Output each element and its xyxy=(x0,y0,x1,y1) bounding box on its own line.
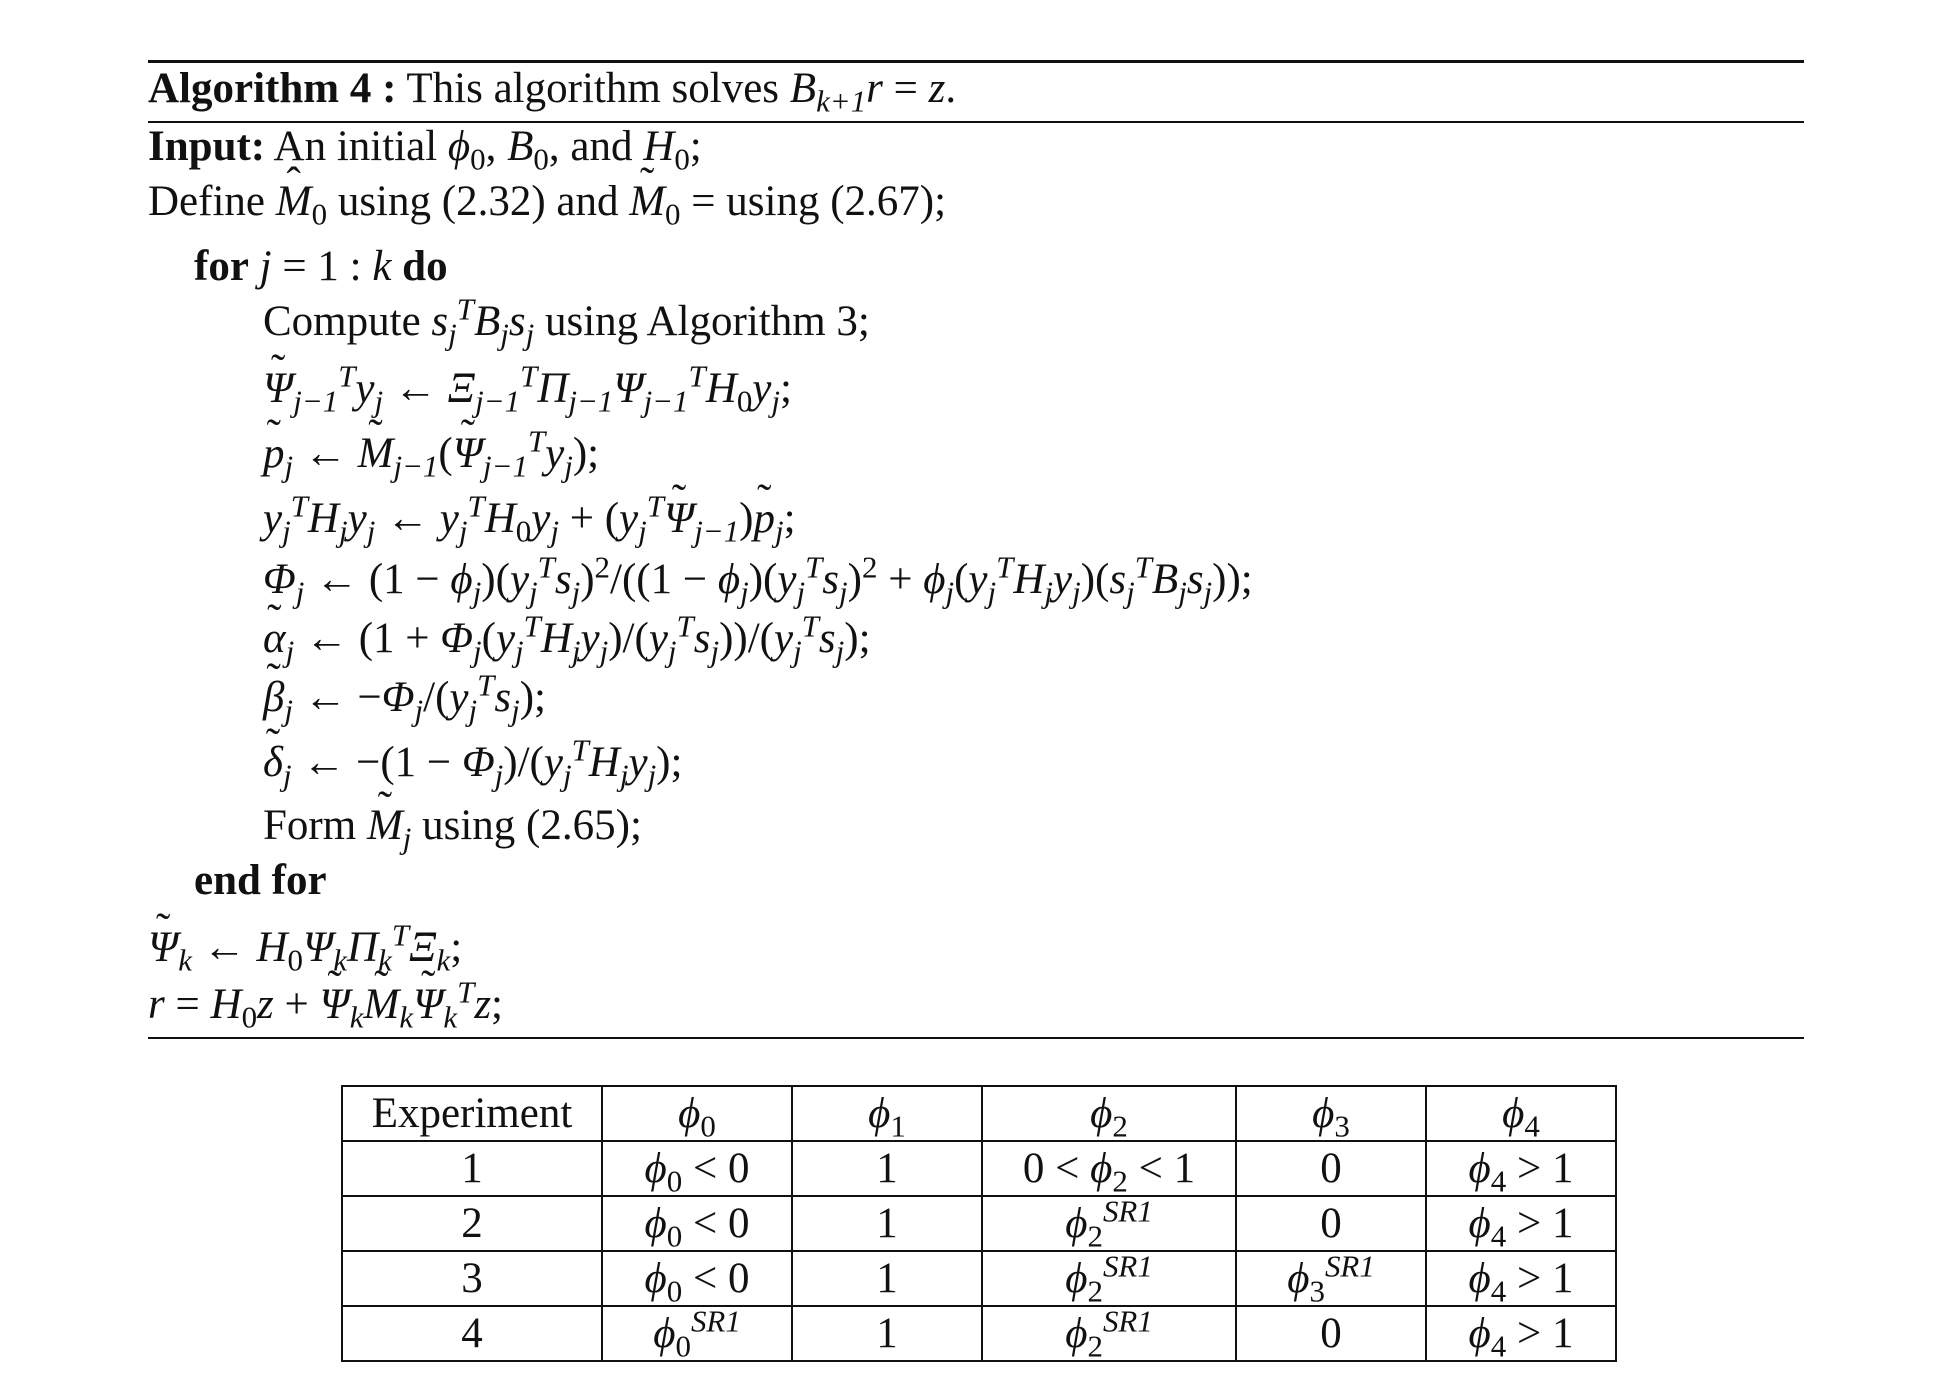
header-experiment: Experiment xyxy=(342,1086,602,1141)
algorithm-top-rule xyxy=(148,60,1804,63)
table-row xyxy=(342,1306,1616,1361)
table-cell: $\phi_3^{SR1}$ xyxy=(1236,1251,1426,1306)
algorithm-define: Define ˆ $M_0$ using (2.32) and ˜ $M_0 = using$ (2.67); xyxy=(148,177,946,227)
input-label: Input: xyxy=(148,123,266,170)
table-cell: $\phi_4 > 1$ xyxy=(1426,1141,1616,1196)
table-cell: 0 xyxy=(1236,1196,1426,1251)
table-cell: $\phi_0 < 0$ xyxy=(602,1251,792,1306)
algorithm-caption xyxy=(148,64,957,119)
algorithm-step-8: ˜ $\delta_j$ ← $-(1 - \Phi_j)/(y_j^TH_jy_j)$; xyxy=(263,738,682,788)
algorithm-step-2: ˜ $\Psi_{j-1}^Ty_j$ ← $\Xi_{j-1}^T\Pi_{j-1}\Psi_{j-1}^TH_0y_j$; xyxy=(263,364,792,414)
table-cell: $\phi_2^{SR1}$ xyxy=(982,1196,1236,1251)
table-cell: 1 xyxy=(342,1141,602,1196)
for-keyword: for xyxy=(194,243,249,290)
table-cell: $\phi_2^{SR1}$ xyxy=(982,1251,1236,1306)
algorithm-input xyxy=(148,122,702,177)
table-row xyxy=(342,1141,1616,1196)
table-row xyxy=(342,1251,1616,1306)
table-cell: 1 xyxy=(792,1306,982,1361)
input-text: An initial $\phi_0$, $B_0$, and $H_0$; xyxy=(273,123,702,177)
table-cell: 0 xyxy=(1236,1141,1426,1196)
end-for-keyword: end for xyxy=(194,857,327,904)
do-keyword: do xyxy=(402,243,448,290)
header-phi0: $\phi_0$ xyxy=(602,1086,792,1141)
algorithm-caption-text: This algorithm solves $B_{k+1}r = z$. xyxy=(406,65,957,119)
table-cell: 2 xyxy=(342,1196,602,1251)
header-phi3: $\phi_3$ xyxy=(1236,1086,1426,1141)
table-cell: $\phi_4 > 1$ xyxy=(1426,1251,1616,1306)
table-cell: $\phi_2^{SR1}$ xyxy=(982,1306,1236,1361)
table-cell: 4 xyxy=(342,1306,602,1361)
table-cell: $\phi_4 > 1$ xyxy=(1426,1306,1616,1361)
table-cell: $\phi_4 > 1$ xyxy=(1426,1196,1616,1251)
algorithm-step-3: ˜ $p_j$ ← ˜ $M_{j-1}(˜$ $\Psi_{j-1}^Ty_j$); xyxy=(263,429,599,479)
table-cell: 0 xyxy=(1236,1306,1426,1361)
algorithm-bottom-rule xyxy=(148,1037,1804,1039)
table-header-row xyxy=(342,1086,1616,1141)
algorithm-for: for j = 1 : k do xyxy=(194,243,448,290)
algorithm-step-7: ˜ $\beta_j$ ← $-\Phi_j/(y_j^Ts_j)$; xyxy=(263,673,546,723)
algorithm-end-for xyxy=(194,856,327,906)
table-cell: 1 xyxy=(792,1196,982,1251)
algorithm-step-9: Form ˜ $M_j$ using (2.65); xyxy=(263,801,642,851)
table-cell: $0 < \phi_2 < 1$ xyxy=(982,1141,1236,1196)
table-cell: 1 xyxy=(792,1141,982,1196)
algorithm-step-1: Compute $s_j^TB_js_j$ using Algorithm 3; xyxy=(263,291,870,352)
algorithm-step-4: $y_j^TH_jy_j$ ← $y_j^TH_0y_j$ + ($y_j^T˜$ $\Psi_{j-1})˜$ $p_j$; xyxy=(263,494,796,544)
table-cell: 1 xyxy=(792,1251,982,1306)
experiment-table xyxy=(341,1085,1617,1362)
algorithm-caption-label: Algorithm 4 : xyxy=(148,65,397,112)
table-cell: 3 xyxy=(342,1251,602,1306)
algorithm-post-2: $r = H_0z$ + ˜ $\Psi_k˜$ $M_k˜$ $\Psi_k^Tz$; xyxy=(148,980,503,1030)
table-cell: $\phi_0^{SR1}$ xyxy=(602,1306,792,1361)
table-cell: $\phi_0 < 0$ xyxy=(602,1141,792,1196)
header-phi1: $\phi_1$ xyxy=(792,1086,982,1141)
header-phi4: $\phi_4$ xyxy=(1426,1086,1616,1141)
algorithm-step-5: $\Phi_j$ ← $(1 - \phi_j)(y_j^Ts_j)^2/((1 - \phi_j)(y_j^Ts_j)^2 + \phi_j(y_j^TH_jy_j)(s_j^TB_js_j))$; xyxy=(263,549,1253,610)
table-row xyxy=(342,1196,1616,1251)
table-cell: $\phi_0 < 0$ xyxy=(602,1196,792,1251)
algorithm-step-6: ˜ $\alpha_j$ ← $(1 + \Phi_j(y_j^TH_jy_j)/(y_j^Ts_j))/(y_j^Ts_j)$; xyxy=(263,614,871,664)
algorithm-post-1: ˜ $\Psi_k$ ← $H_0\Psi_k\Pi_k^T\Xi_k$; xyxy=(148,923,462,973)
header-phi2: $\phi_2$ xyxy=(982,1086,1236,1141)
